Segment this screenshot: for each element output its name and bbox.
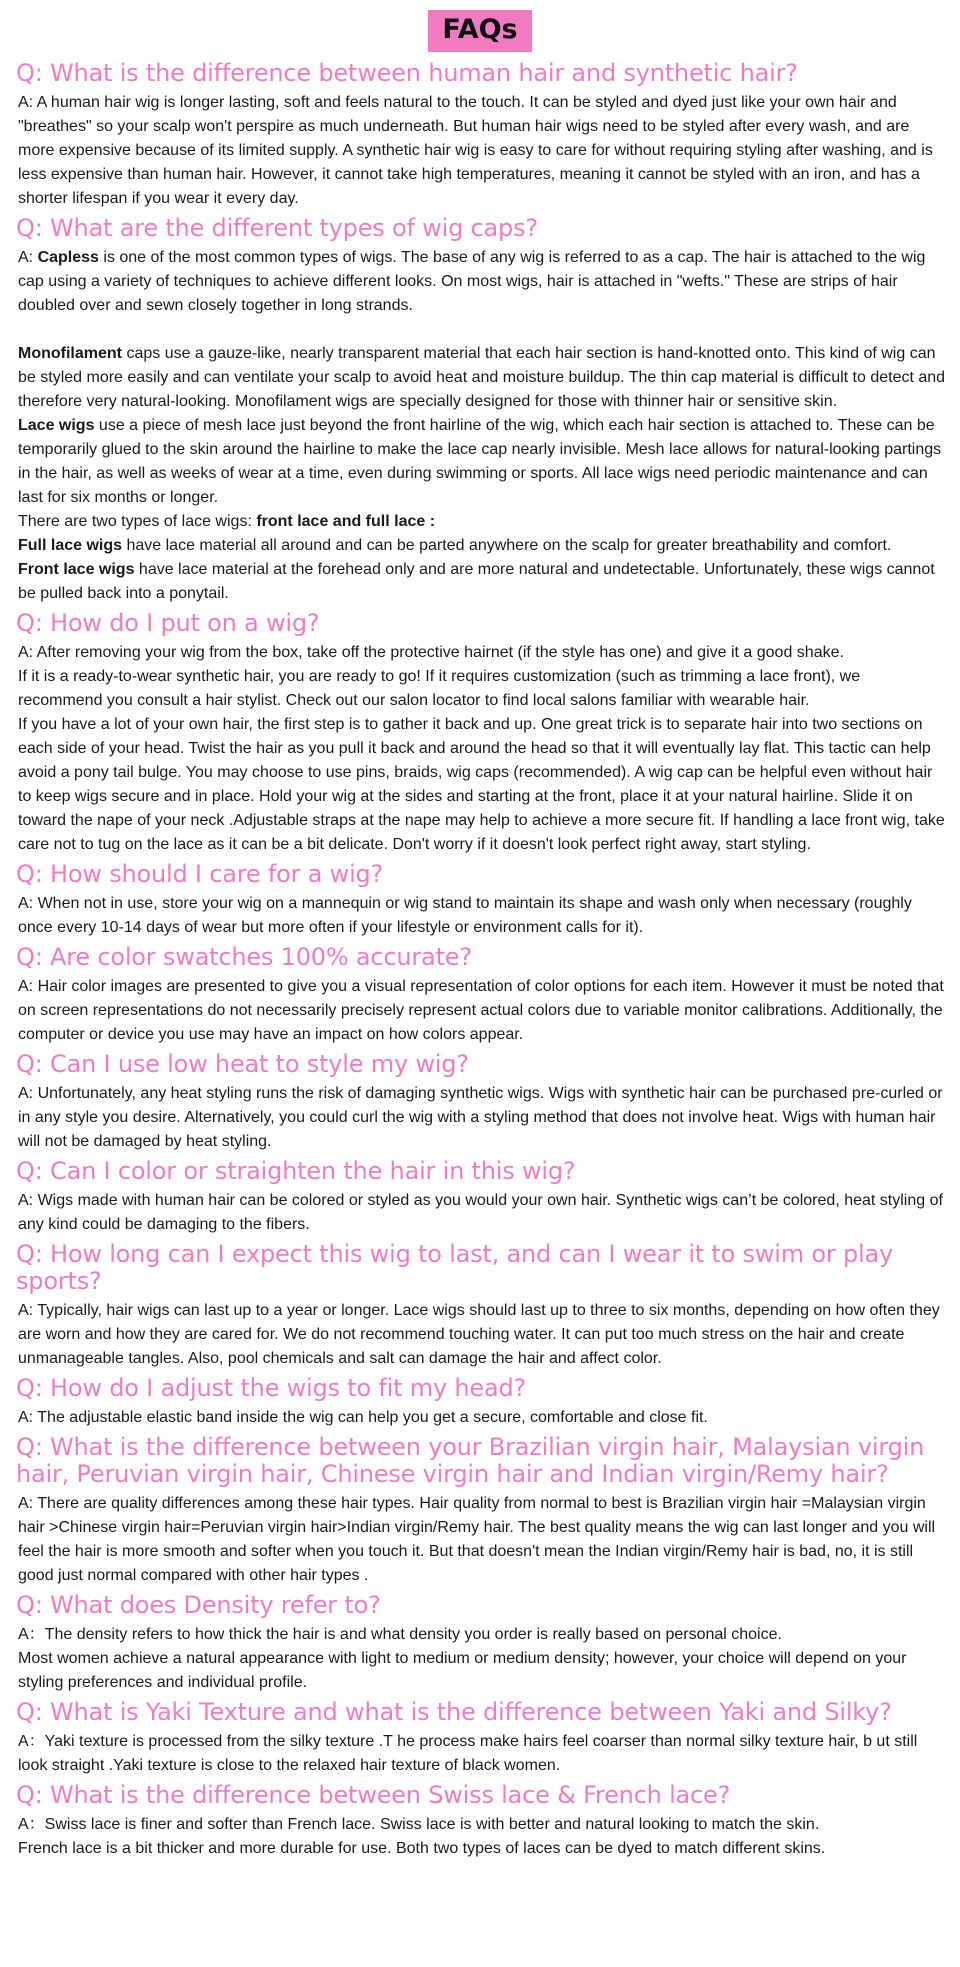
faq-answer: A: Wigs made with human hair can be colored or styled as you would your own hair. Synthetic wigs can’t be colored, heat styling of any kind could be damaging to the fibers. <box>18 1192 943 1233</box>
faq-answer: A：Yaki texture is processed from the silky texture .T he process make hairs feel coarser than normal silky texture hair, b ut still look straight .Yaki texture is close to the relaxed hair texture of black women. <box>18 1733 918 1774</box>
faq-answer: A: There are quality differences among these hair types. Hair quality from normal to best is Brazilian virgin hair =Malaysian virgin hair >Chinese virgin hair=Peruvian virgin hair>Indian virgin/Remy hair. The best quality means the wig can last longer and you will feel the hair is more smooth and softer when you touch it. But that doesn't mean the Indian virgin/Remy hair is bad, no, it is still good just normal compared with other hair types . <box>18 1495 936 1584</box>
faq-item <box>14 1051 946 1154</box>
faq-item <box>14 1782 946 1861</box>
faq-item <box>14 60 946 211</box>
faq-item <box>14 1375 946 1430</box>
faq-item <box>14 861 946 940</box>
faq-answer: A: After removing your wig from the box, take off the protective hairnet (if the style has one) and give it a good shake. <box>18 644 844 661</box>
faq-answer-two-types <box>18 510 946 534</box>
faq-answer-full-lace <box>18 534 946 558</box>
front-lace-text: have lace material at the forehead only and are more natural and undetectable. Unfortunately, these wigs cannot be pulled back into a ponytail. <box>18 561 935 602</box>
capless-text: is one of the most common types of wigs. The base of any wig is referred to as a cap. The hair is attached to the wig cap using a variety of techniques to achieve different looks. On most wigs, hair is attached in "wefts." These are strips of hair doubled over and sewn closely together in long strands. <box>18 249 926 314</box>
faq-answer: A：The density refers to how thick the hair is and what density you order is really based on personal choice. <box>18 1626 782 1643</box>
faq-item <box>14 1699 946 1778</box>
faq-question: Q: What is the difference between your Brazilian virgin hair, Malaysian virgin hair, Peruvian virgin hair, Chinese virgin hair and Indian virgin/Remy hair? <box>16 1433 925 1488</box>
faq-answer-monofilament <box>18 342 946 414</box>
term-capless: Capless <box>37 249 99 266</box>
faq-answer: A: Typically, hair wigs can last up to a year or longer. Lace wigs should last up to three to six months, depending on how often they are worn and how they are cared for. We do not recommend touching water. It can put too much stress on the hair and create unmanageable tangles. Also, pool chemicals and salt can damage the hair and affect color. <box>18 1302 940 1367</box>
faq-answer: A: When not in use, store your wig on a mannequin or wig stand to maintain its shape and wash only when necessary (roughly once every 10-14 days of wear but more often if your lifestyle or environment calls for it). <box>18 895 912 936</box>
faq-answer: Most women achieve a natural appearance with light to medium or medium density; however, your choice will depend on your styling preferences and individual profile. <box>18 1650 907 1691</box>
faq-question: Q: How do I put on a wig? <box>16 609 320 637</box>
faq-answer: A: Hair color images are presented to give you a visual representation of color options for each item. However it must be noted that on screen representations do not necessarily precisely represent actual colors due to variable monitor calibrations. Additionally, the computer or device you use may have an impact on how colors appear. <box>18 978 944 1043</box>
faq-item <box>14 1158 946 1237</box>
faq-answer: A: The adjustable elastic band inside the wig can help you get a secure, comfortable and close fit. <box>18 1409 708 1426</box>
faq-question: Q: Can I use low heat to style my wig? <box>16 1050 469 1078</box>
faq-item <box>14 944 946 1047</box>
faq-item <box>14 1592 946 1695</box>
faq-question: Q: What does Density refer to? <box>16 1591 381 1619</box>
monofilament-text: caps use a gauze-like, nearly transparent material that each hair section is hand-knotted onto. This kind of wig can be styled more easily and can ventilate your scalp to avoid heat and moisture buildup. The thin cap material is difficult to detect and therefore very natural-looking. Monofilament wigs are specially designed for those with thinner hair or sensitive skin. <box>18 345 946 410</box>
faq-answer: If you have a lot of your own hair, the first step is to gather it back and up. One great trick is to separate hair into two sections on each side of your head. Twist the hair as you pull it back and around the head so that it will eventually lay flat. This tactic can help avoid a pony tail bulge. You may choose to use pins, braids, wig caps (recommended). A wig cap can be helpful even without hair to keep wigs secure and in place. Hold your wig at the sides and starting at the front, place it at your natural hairline. Slide it on toward the nape of your neck .Adjustable straps at the nape may help to achieve a more secure fit. If handling a lace front wig, take care not to tug on the lace as it can be a bit delicate. Don't worry if it doesn't look perfect right away, start styling. <box>18 716 945 853</box>
lace-text: use a piece of mesh lace just beyond the front hairline of the wig, which each hair section is attached to. These can be temporarily glued to the skin around the hairline to make the lace cap nearly invisible. Mesh lace allows for natural-looking partings in the hair, as well as weeks of wear at a time, even during swimming or sports. All lace wigs need periodic maintenance and can last for six months or longer. <box>18 417 942 506</box>
page-title: FAQs <box>428 10 531 52</box>
two-types-text: There are two types of lace wigs: <box>18 513 257 530</box>
faq-answer-front-lace <box>18 558 946 606</box>
faq-question: Q: Are color swatches 100% accurate? <box>16 943 472 971</box>
faq-question: Q: What is the difference between human hair and synthetic hair? <box>16 59 798 87</box>
term-full-lace: Full lace wigs <box>18 537 123 554</box>
term-front-lace: Front lace wigs <box>18 561 135 578</box>
faq-answer: French lace is a bit thicker and more durable for use. Both two types of laces can be dyed to match different skins. <box>18 1840 826 1857</box>
faq-answer-capless <box>18 246 946 318</box>
faq-question: Q: What is the difference between Swiss lace & French lace? <box>16 1781 731 1809</box>
faq-answer-lace <box>18 414 946 510</box>
faq-question: Q: What are the different types of wig caps? <box>16 214 538 242</box>
faq-question: Q: Can I color or straighten the hair in this wig? <box>16 1157 576 1185</box>
faq-question: Q: How do I adjust the wigs to fit my head? <box>16 1374 527 1402</box>
faq-answer: If it is a ready-to-wear synthetic hair, you are ready to go! If it requires customization (such as trimming a lace front), we recommend you consult a hair stylist. Check out our salon locator to find local salons familiar with wearable hair. <box>18 668 861 709</box>
faq-item <box>14 1434 946 1588</box>
term-monofilament: Monofilament <box>18 345 122 362</box>
faq-answer: A：Swiss lace is finer and softer than French lace. Swiss lace is with better and natural looking to match the skin. <box>18 1816 820 1833</box>
faq-item <box>14 215 946 606</box>
faq-question: Q: What is Yaki Texture and what is the difference between Yaki and Silky? <box>16 1698 892 1726</box>
answer-prefix: A: <box>18 249 38 266</box>
faq-question: Q: How long can I expect this wig to last, and can I wear it to swim or play sports? <box>16 1240 893 1295</box>
faq-item <box>14 610 946 857</box>
faq-question: Q: How should I care for a wig? <box>16 860 384 888</box>
faq-answer: A: A human hair wig is longer lasting, soft and feels natural to the touch. It can be styled and dyed just like your own hair and "breathes" so your scalp won't perspire as much underneath. But human hair wigs need to be styled after every wash, and are more expensive because of its limited supply. A synthetic hair wig is easy to care for without requiring styling after washing, and is less expensive than human hair. However, it cannot take high temperatures, meaning it cannot be styled with an iron, and has a shorter lifespan if you wear it every day. <box>18 94 933 207</box>
term-lace-wigs: Lace wigs <box>18 417 95 434</box>
two-types-bold: front lace and full lace : <box>256 513 436 530</box>
faq-answer: A: Unfortunately, any heat styling runs the risk of damaging synthetic wigs. Wigs with synthetic hair can be purchased pre-curled or in any style you desire. Alternatively, you could curl the wig with a styling method that does not involve heat. Wigs with human hair will not be damaged by heat styling. <box>18 1085 943 1150</box>
full-lace-text: have lace material all around and can be parted anywhere on the scalp for greater breathability and comfort. <box>122 537 892 554</box>
faq-item <box>14 1241 946 1371</box>
